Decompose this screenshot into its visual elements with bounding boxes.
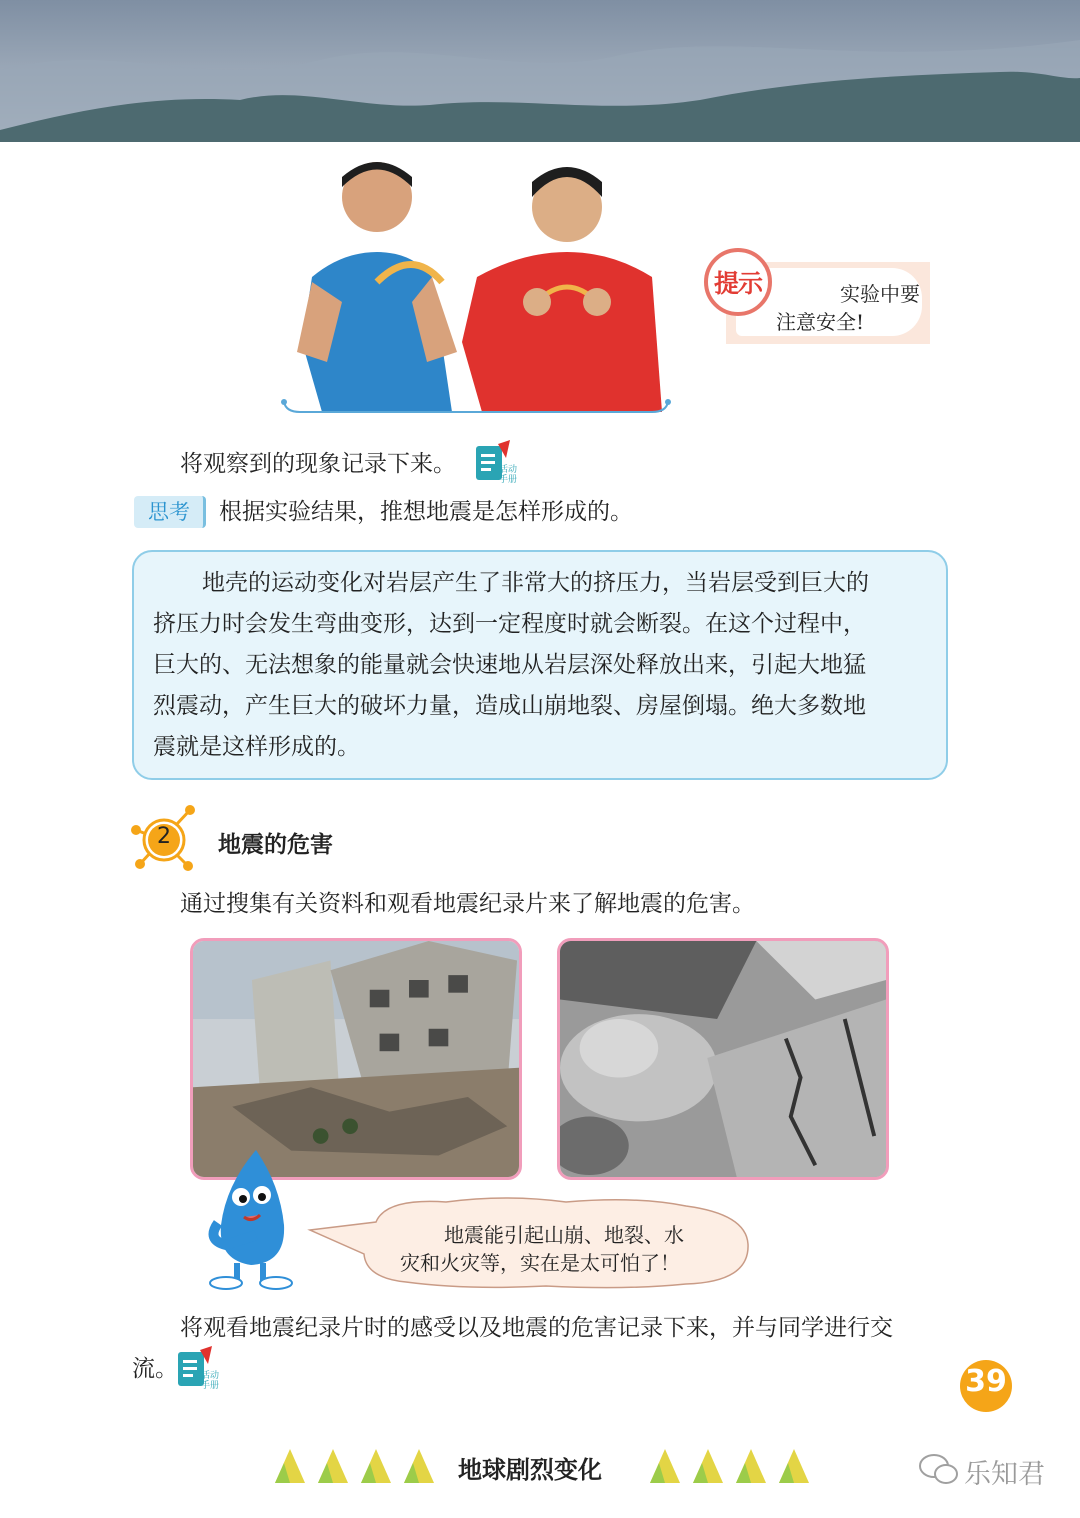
boys-experiment-photo (282, 152, 672, 422)
mountain-banner (0, 0, 1080, 142)
speech-text-line2: 灾和火灾等，实在是太可怕了！ (400, 1251, 680, 1275)
tip-text-line2: 注意安全! (776, 310, 865, 334)
wechat-icon (918, 1452, 960, 1486)
think-question: 根据实验结果，推想地震是怎样形成的。 (219, 499, 633, 525)
photo-underline (280, 398, 672, 418)
info-line: 挤压力时会发生弯曲变形，达到一定程度时就会断裂。在这个过程中， (153, 611, 866, 637)
landslide-road-photo (557, 938, 889, 1180)
raindrop-mascot (196, 1145, 300, 1290)
footer-decoration-right (645, 1445, 815, 1485)
explore-instruction: 通过搜集有关资料和观看地震纪录片来了解地震的危害。 (180, 891, 755, 917)
info-line: 烈震动，产生巨大的破坏力量，造成山崩地裂、房屋倒塌。绝大多数地 (153, 693, 866, 719)
speech-text-line1: 地震能引起山崩、地裂、水 (444, 1223, 684, 1247)
activity-handbook-icon (474, 440, 520, 486)
chapter-title: 地球剧烈变化 (458, 1456, 602, 1484)
collapsed-building-photo (190, 938, 522, 1180)
activity-handbook-icon (176, 1346, 222, 1392)
footer-decoration-left (270, 1445, 440, 1485)
record-instruction-2: 将观看地震纪录片时的感受以及地震的危害记录下来，并与同学进行交 (180, 1315, 893, 1341)
info-line: 震就是这样形成的。 (153, 734, 360, 760)
svg-text:手册: 手册 (498, 475, 518, 485)
tip-text-line1: 实验中要 (840, 282, 920, 306)
section-number: 2 (157, 824, 171, 849)
svg-text:活动: 活动 (498, 465, 518, 475)
info-line: 地壳的运动变化对岩层产生了非常大的挤压力，当岩层受到巨大的 (202, 570, 869, 596)
svg-text:活动: 活动 (200, 1371, 220, 1381)
record-instruction-2-end: 流。 (132, 1356, 178, 1382)
tip-badge-label: 提示 (713, 269, 762, 298)
watermark-text: 乐知君 (964, 1459, 1045, 1490)
think-label: 思考 (148, 500, 190, 524)
page-number: 39 (965, 1364, 1007, 1399)
info-line: 巨大的、无法想象的能量就会快速地从岩层深处释放出来，引起大地猛 (153, 652, 866, 678)
record-instruction: 将观察到的现象记录下来。 (180, 451, 456, 477)
svg-text:手册: 手册 (200, 1381, 220, 1391)
section-title: 地震的危害 (218, 832, 333, 858)
